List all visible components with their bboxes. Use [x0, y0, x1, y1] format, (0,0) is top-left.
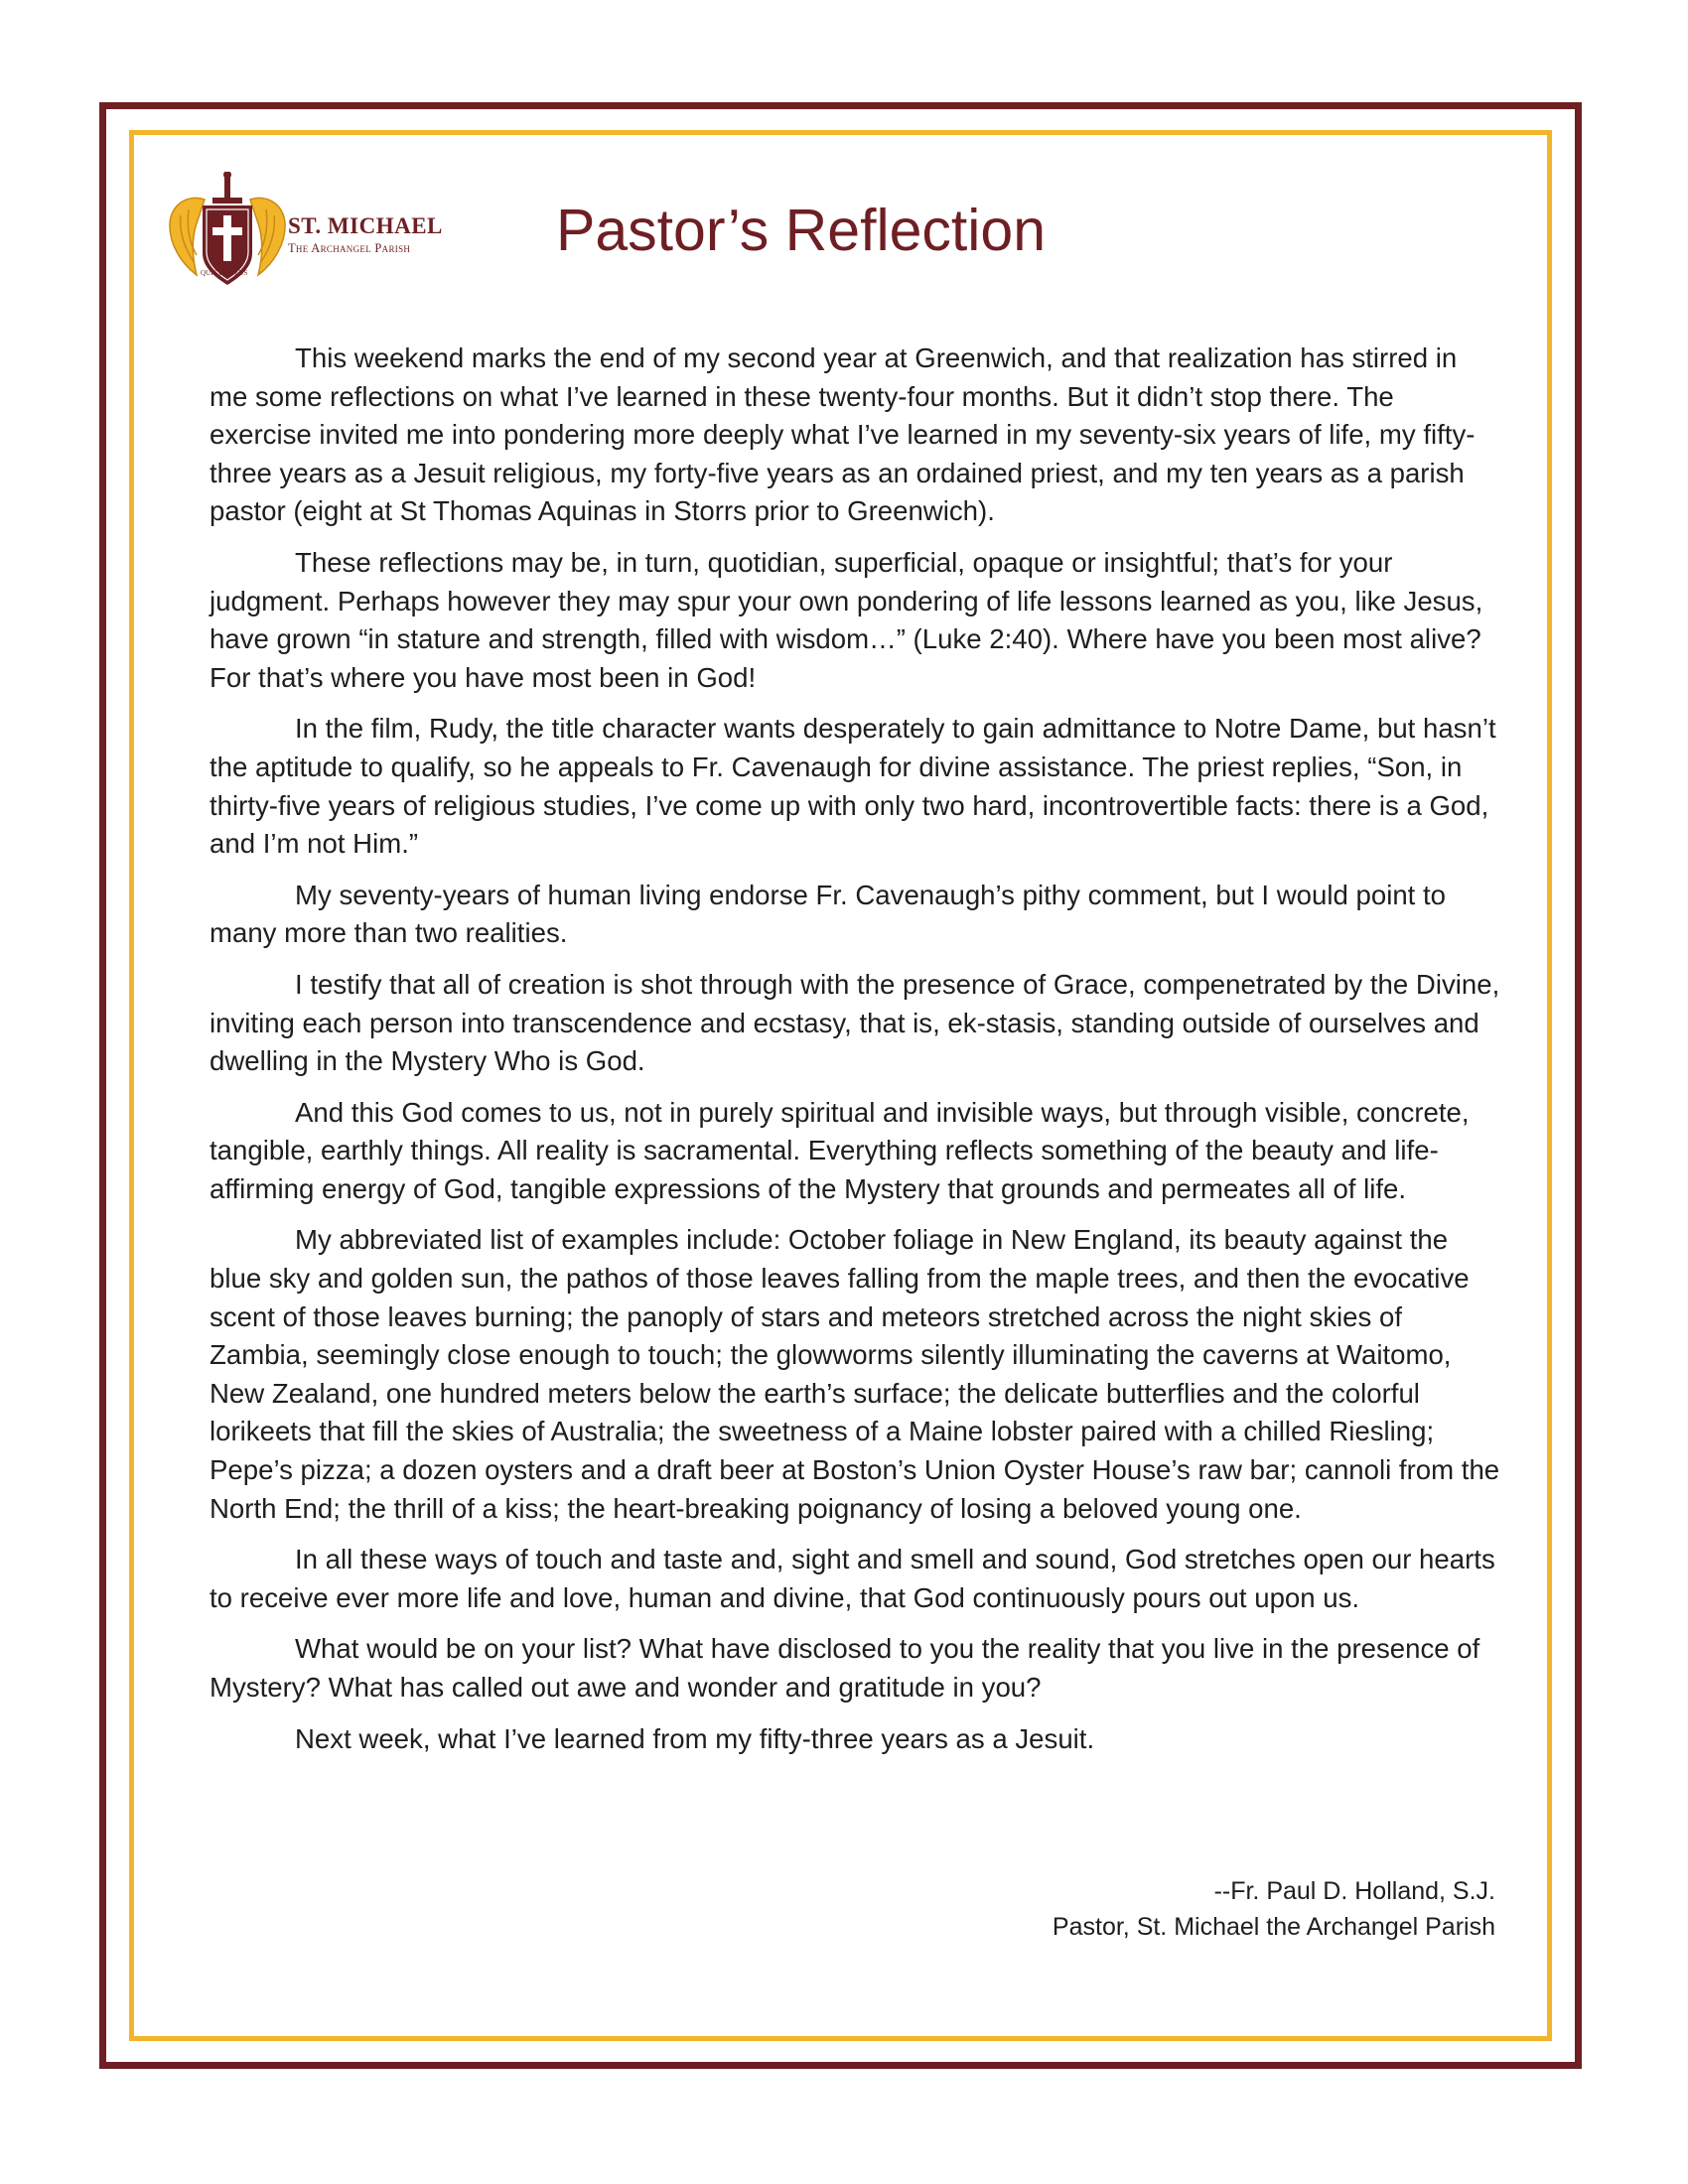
paragraph: In the film, Rudy, the title character wants desperately to gain admittance to Notre Dame, but hasn’t the aptitude to qualify, so he appeals to Fr. Cavenaugh for divine assistance. The priest replies, “Son, in thirty-five years of religious studies, I’ve come up with only two hard, incontrovertible facts: there is a God, and I’m not Him.”: [210, 713, 1496, 860]
signature-position: Pastor, St. Michael the Archangel Parish: [1052, 1913, 1495, 1941]
logo-motto: QUIS UT DEUS: [201, 269, 248, 277]
paragraph: I testify that all of creation is shot through with the presence of Grace, compenetrated by the Divine, inviting each person into transcendence and ecstasy, that is, ek-stasis, standing outside of ourselves and dwelling in the Mystery Who is God.: [210, 968, 1500, 1077]
sword-shield-wings-icon: [167, 172, 288, 291]
paragraph: What would be on your list? What have disclosed to you the reality that you live in the presence of Mystery? What has called out awe and wonder and gratitude in you?: [210, 1633, 1480, 1703]
signature-block: [1053, 1873, 1495, 1945]
paragraph: And this God comes to us, not in purely spiritual and invisible ways, but through visible, concrete, tangible, earthly things. All reality is sacramental. Everything reflects something of the beauty and life-affirming energy of God, tangible expressions of the Mystery that grounds and permeates all of life.: [210, 1096, 1470, 1204]
reflection-body: [210, 340, 1500, 1771]
paragraph: This weekend marks the end of my second year at Greenwich, and that realization has stirred in me some reflections on what I’ve learned in these twenty-four months. But it didn’t stop there. The exercise invited me into pondering more deeply what I’ve learned in my seventy-six years of life, my fifty-three years as a Jesuit religious, my forty-five years as an ordained priest, and my ten years as a parish pastor (eight at St Thomas Aquinas in Storrs prior to Greenwich).: [210, 342, 1476, 527]
signature-name: --Fr. Paul D. Holland, S.J.: [1213, 1877, 1495, 1905]
parish-subtitle: The Archangel Parish: [288, 241, 411, 255]
page-title: Pastor’s Reflection: [556, 198, 1047, 263]
parish-logo: [167, 172, 475, 291]
paragraph: Next week, what I’ve learned from my fifty-three years as a Jesuit.: [295, 1722, 1095, 1754]
paragraph: My abbreviated list of examples include: October foliage in New England, its beauty against the blue sky and golden sun, the pathos of those leaves falling from the maple trees, and then the evocative scent of those leaves burning; the panoply of stars and meteors stretched across the night skies of Zambia, seemingly close enough to touch; the glowworms silently illuminating the caverns at Waitomo, New Zealand, one hundred meters below the earth’s surface; the delicate butterflies and the colorful lorikeets that fill the skies of Australia; the sweetness of a Maine lobster paired with a chilled Riesling; Pepe’s pizza; a dozen oysters and a draft beer at Boston’s Union Oyster House’s raw bar; cannoli from the North End; the thrill of a kiss; the heart-breaking poignancy of losing a beloved young one.: [210, 1224, 1500, 1524]
paragraph: In all these ways of touch and taste and, sight and smell and sound, God stretches open our hearts to receive ever more life and love, human and divine, that God continuously pours out upon us.: [210, 1544, 1495, 1613]
paragraph: These reflections may be, in turn, quotidian, superficial, opaque or insightful; that’s for your judgment. Perhaps however they may spur your own pondering of life lessons learned as you, like Jesus, have grown “in stature and strength, filled with wisdom…” (Luke 2:40). Where have you been most alive? For that’s where you have most been in God!: [210, 546, 1483, 693]
paragraph: My seventy-years of human living endorse Fr. Cavenaugh’s pithy comment, but I would point to many more than two realities.: [210, 879, 1447, 949]
parish-name: ST. MICHAEL: [288, 213, 443, 238]
